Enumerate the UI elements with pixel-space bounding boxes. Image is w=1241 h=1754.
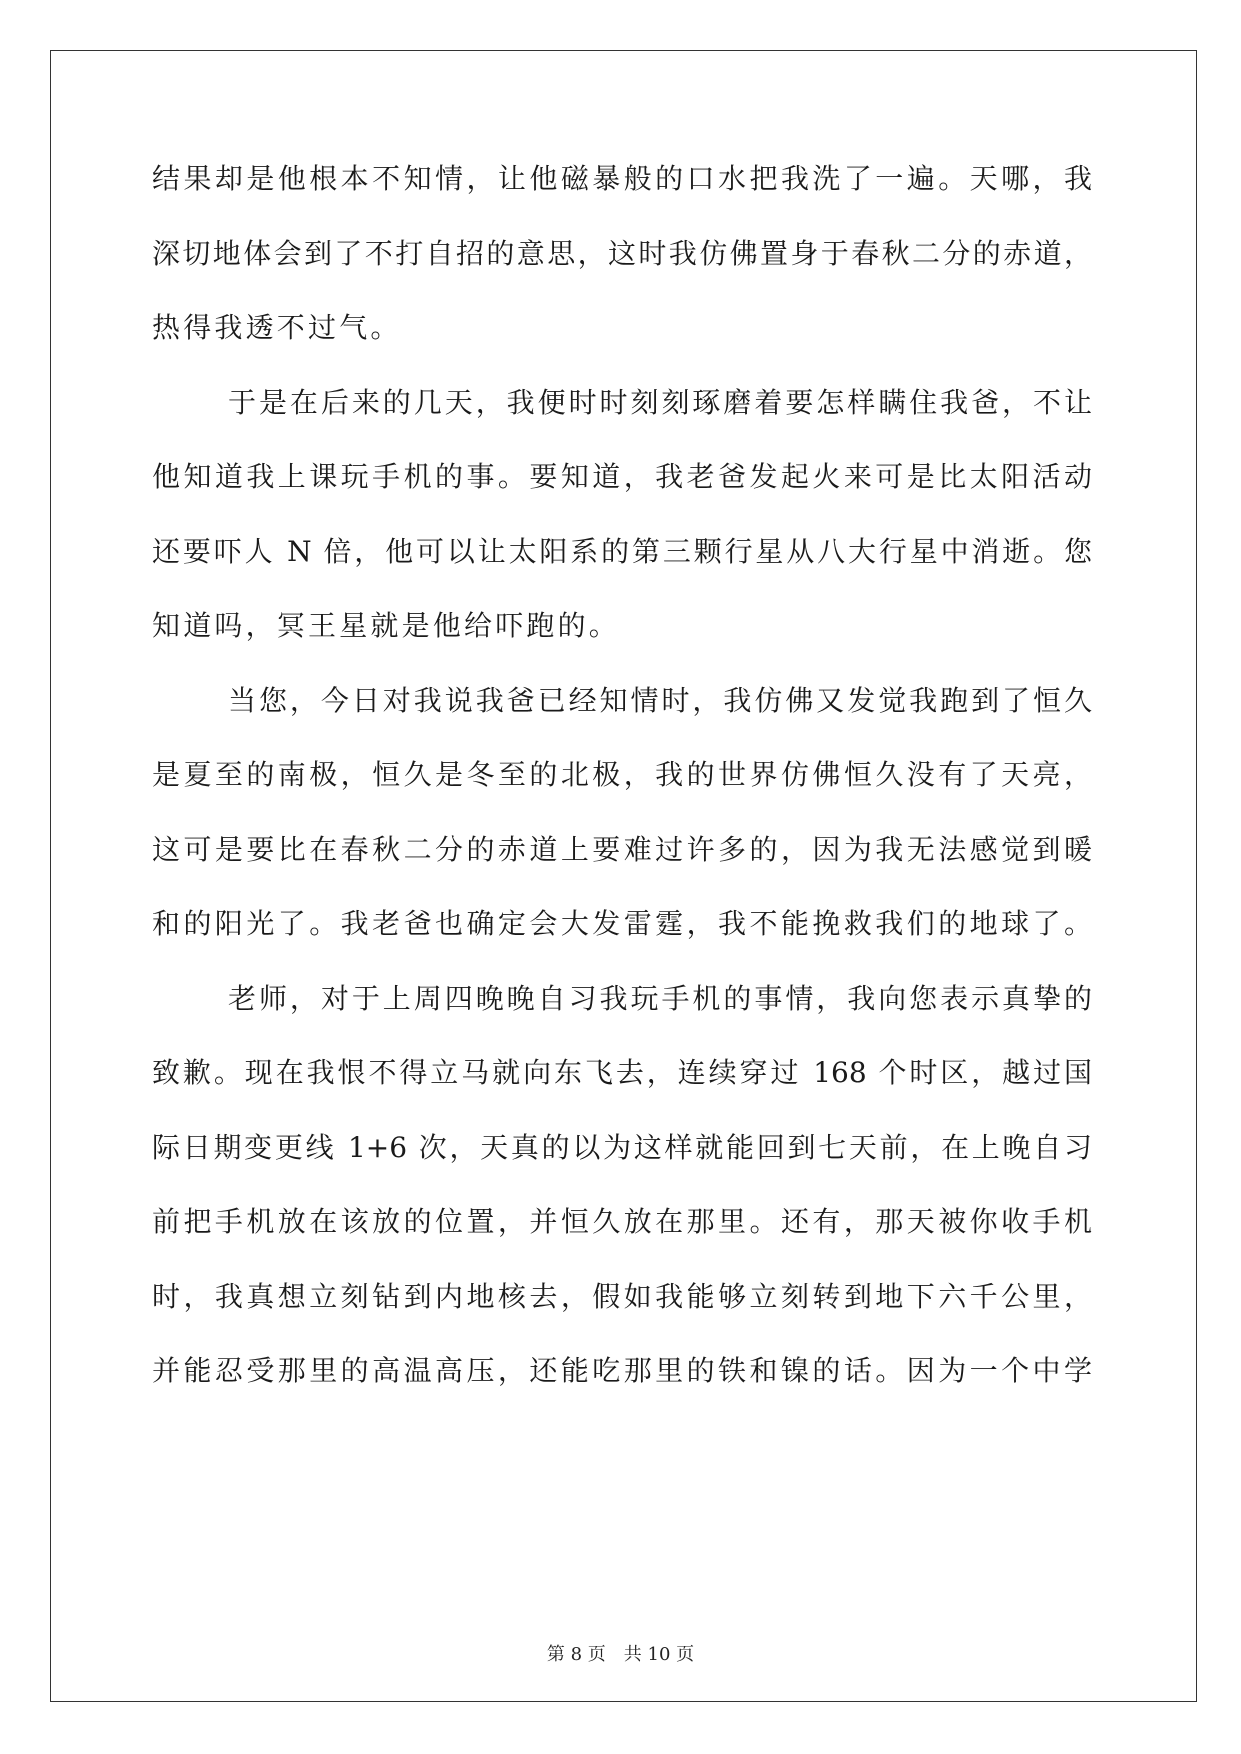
- text-line: 知道吗，冥王星就是他给吓跑的。: [152, 609, 621, 642]
- text-line: 时，我真想立刻钻到内地核去，假如我能够立刻转到地下六千公里，: [152, 1279, 1092, 1313]
- current-page-number: 第 8 页: [546, 1644, 606, 1665]
- text-line: 老师，对于上周四晚晚自习我玩手机的事情，我向您表示真挚的: [228, 981, 1092, 1015]
- text-line: 深切地体会到了不打自招的意思，这时我仿佛置身于春秋二分的赤道，: [152, 236, 1092, 270]
- text-line: 前把手机放在该放的位置，并恒久放在那里。还有，那天被你收手机: [152, 1205, 1092, 1238]
- document-body: [152, 162, 1092, 1429]
- text-line: 还要吓人 N 倍，他可以让太阳系的第三颗行星从八大行星中消逝。您: [152, 534, 1092, 568]
- total-page-count: 共 10 页: [623, 1644, 695, 1665]
- text-line: 致歉。现在我恨不得立马就向东飞去，连续穿过 168 个时区，越过国: [152, 1056, 1092, 1089]
- text-line: 结果却是他根本不知情，让他磁暴般的口水把我洗了一遍。天哪，我: [152, 162, 1092, 195]
- text-line: 是夏至的南极，恒久是冬至的北极，我的世界仿佛恒久没有了天亮，: [152, 758, 1092, 791]
- page-footer: [0, 1640, 1241, 1666]
- text-line: 于是在后来的几天，我便时时刻刻琢磨着要怎样瞒住我爸，不让: [228, 385, 1092, 419]
- text-line: 这可是要比在春秋二分的赤道上要难过许多的，因为我无法感觉到暖: [152, 832, 1092, 866]
- text-line: 他知道我上课玩手机的事。要知道，我老爸发起火来可是比太阳活动: [152, 460, 1092, 493]
- text-line: 际日期变更线 1+6 次，天真的以为这样就能回到七天前，在上晚自习: [152, 1130, 1092, 1164]
- text-line: 当您，今日对我说我爸已经知情时，我仿佛又发觉我跑到了恒久: [228, 683, 1092, 717]
- text-line: 和的阳光了。我老爸也确定会大发雷霆，我不能挽救我们的地球了。: [152, 907, 1092, 940]
- text-line: 热得我透不过气。: [152, 311, 402, 344]
- text-line: 并能忍受那里的高温高压，还能吃那里的铁和镍的话。因为一个中学: [152, 1354, 1092, 1387]
